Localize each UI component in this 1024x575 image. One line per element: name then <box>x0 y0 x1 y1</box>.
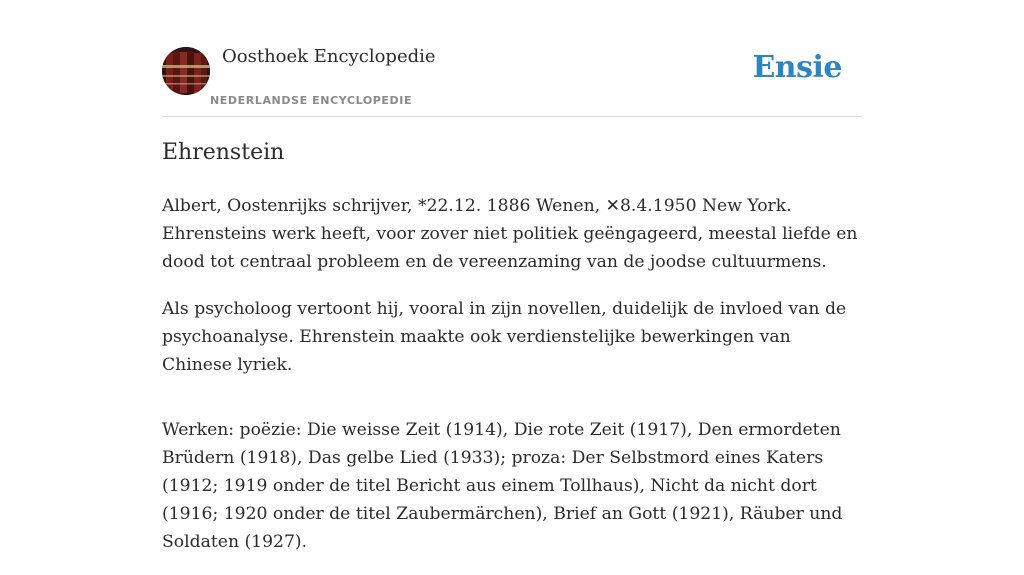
site-title[interactable]: Oosthoek Encyclopedie <box>222 46 436 67</box>
site-subtitle: NEDERLANDSE ENCYCLOPEDIE <box>210 94 413 107</box>
article-paragraph: Albert, Oostenrijks schrijver, *22.12. 1886 Wenen, ✕8.4.1950 New York. Ehrensteins werk heeft, voor zover niet politiek geëngageerd, meestal liefde en dood tot centraal probleem en de vereenzaming van de joodse cultuurmens. <box>162 196 858 272</box>
article-body <box>162 192 862 575</box>
site-header <box>162 0 862 117</box>
ensie-brand-link[interactable]: Ensie <box>752 50 842 85</box>
page <box>162 0 862 552</box>
encyclopedia-books-logo-icon[interactable] <box>162 47 210 95</box>
article-title: Ehrenstein <box>162 140 285 165</box>
article-works-paragraph: Werken: poëzie: Die weisse Zeit (1914), Die rote Zeit (1917), Den ermordeten Brüdern (1918), Das gelbe Lied (1933); proza: Der Selbstmord eines Katers (1912; 1919 onder de titel Bericht aus einem Tollhaus), Nicht da nicht dort (1916; 1920 onder de titel Zaubermärchen), Brief an Gott (1921), Räuber und Soldaten (1927). <box>162 420 843 552</box>
article-paragraph: Als psycholoog vertoont hij, vooral in zijn novellen, duidelijk de invloed van de psychoanalyse. Ehrenstein maakte ook verdienstelijke bewerkingen van Chinese lyriek. <box>162 299 847 375</box>
